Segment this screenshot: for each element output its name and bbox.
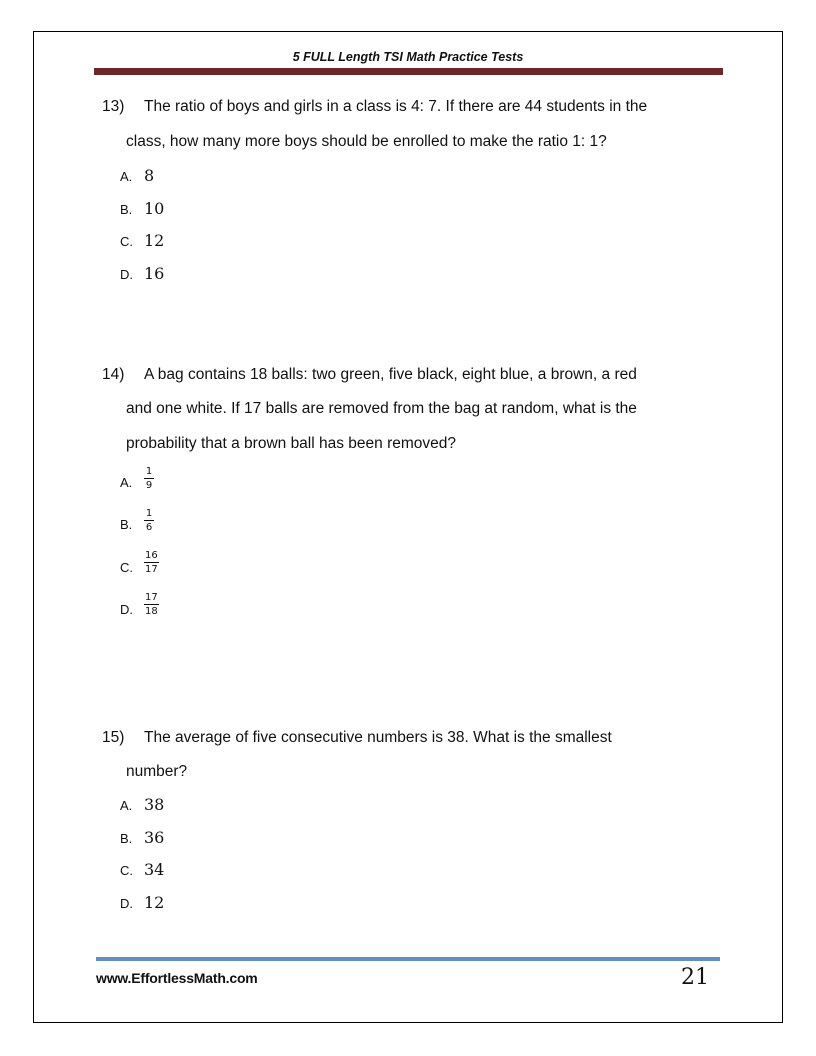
option-fraction [144,508,154,533]
answer-option-b[interactable] [120,199,164,219]
option-letter: C. [120,863,133,878]
fraction-bar [144,562,159,563]
option-letter: B. [120,202,133,217]
answer-option-b[interactable] [120,828,164,848]
question-number: 13) [102,98,125,115]
option-letter: A. [120,475,133,490]
fraction-denominator: 6 [145,522,153,533]
option-value: 34 [144,860,165,879]
question-text-line: number? [126,763,188,780]
option-letter: C. [120,560,133,575]
option-letter: C. [120,234,133,249]
answer-option-c[interactable] [120,860,164,880]
fraction-numerator: 1 [145,466,153,477]
fraction-denominator: 17 [145,564,158,575]
fraction-numerator: 16 [145,550,158,561]
question-text-line: class, how many more boys should be enrolled to make the ratio 1: 1? [126,133,607,150]
question-text-line: The ratio of boys and girls in a class is 4: 7. If there are 44 students in the [144,98,648,115]
question-text-line: and one white. If 17 balls are removed from the bag at random, what is the [126,400,637,417]
option-value: 36 [144,828,165,847]
option-value: 16 [144,264,165,283]
question-number: 15) [102,729,125,746]
option-value: 12 [144,231,165,250]
footer-rule [96,957,720,961]
option-letter: D. [120,267,133,282]
fraction-denominator: 18 [145,606,158,617]
option-fraction [144,550,159,575]
option-fraction [144,592,159,617]
option-value: 8 [144,166,155,185]
fraction-bar [144,604,159,605]
question-number: 14) [102,366,125,383]
question-text-line: A bag contains 18 balls: two green, five black, eight blue, a brown, a red [144,366,637,383]
option-value: 38 [144,795,165,814]
answer-option-d[interactable] [120,264,164,284]
header-title: 5 FULL Length TSI Math Practice Tests [292,50,524,64]
option-letter: A. [120,798,133,813]
fraction-numerator: 17 [145,592,158,603]
page-number: 21 [681,965,709,990]
answer-option-c[interactable] [120,231,164,251]
option-letter: B. [120,831,133,846]
answer-option-a[interactable] [120,795,164,815]
answer-option-a[interactable] [120,166,154,186]
option-letter: B. [120,517,133,532]
option-fraction [144,466,154,491]
option-value: 10 [144,199,165,218]
option-letter: A. [120,169,133,184]
answer-option-d[interactable] [120,893,164,913]
header-rule [94,68,723,75]
fraction-bar [144,520,154,521]
option-letter: D. [120,896,133,911]
option-value: 12 [144,893,165,912]
fraction-denominator: 9 [145,480,153,491]
footer-url[interactable]: www.EffortlessMath.com [96,970,258,986]
option-letter: D. [120,602,133,617]
question-text-line: probability that a brown ball has been removed? [126,435,457,452]
fraction-bar [144,478,154,479]
question-text-line: The average of five consecutive numbers is 38. What is the smallest [144,729,612,746]
fraction-numerator: 1 [145,508,153,519]
